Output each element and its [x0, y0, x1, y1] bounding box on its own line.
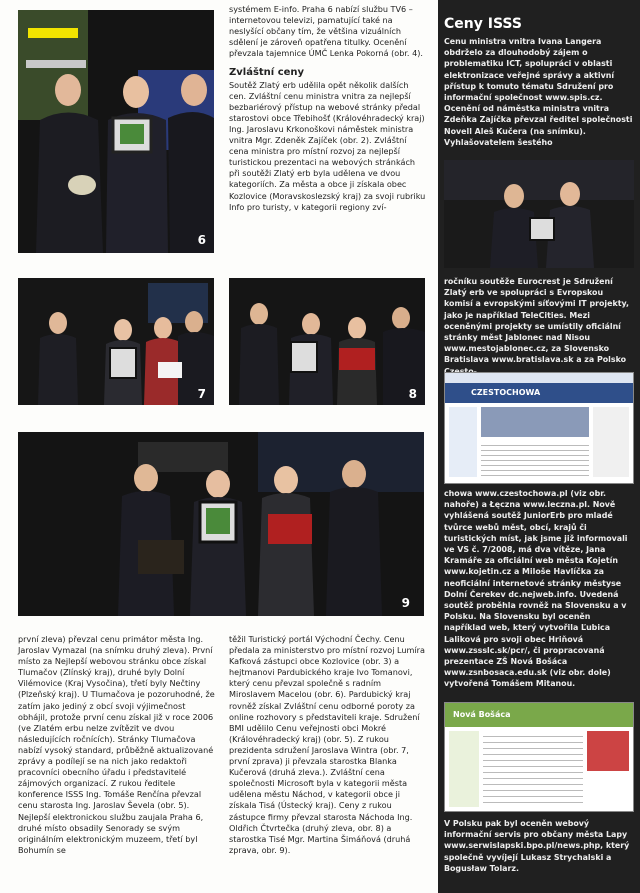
website-screenshot-nova-bosaca: [444, 702, 634, 812]
sidebar-text: Cenu ministra vnitra Ivana Langera obdrželo za dlouhodobý zájem o problematiku ICT, spolupráci v oblasti elektronizace veřejné správy a aktivní přístup k tomuto tématu Sdružení pro informační společnost www.spis.cz. Ocenění od náměstka ministra vnitra Zdeňka Zajíčka převzal ředitel společnosti Novell Aleš Kučera (na snímku). Vyhlašovatelem šestého: [444, 37, 633, 147]
article-column-middle-top: [229, 4, 427, 213]
photo-number: 7: [197, 387, 206, 401]
photo-award-7: [18, 278, 214, 405]
article-column-middle-bottom: [229, 634, 427, 856]
photo-award-9: [18, 432, 424, 616]
article-column-left-bottom: [18, 634, 216, 856]
photo-number: 9: [401, 596, 410, 610]
article-paragraph: systémem E-info. Praha 6 nabízí službu TV6 – internetovou televizi, pamatující také na neslyšící občany tím, že většina vizuálních sdělení je zároveň opatřena titulky. Ocenění převzala tajemnice ÚMČ Lenka Pokorná (obr. 4).: [229, 4, 423, 59]
sidebar-title: Ceny ISSS: [444, 16, 522, 32]
website-header: Nová Bošáca: [445, 703, 633, 727]
photo-number: 6: [197, 233, 206, 247]
website-header: CZESTOCHOWA: [445, 383, 633, 403]
website-screenshot-czestochowa: [444, 372, 634, 484]
sidebar-text: chowa www.czestochowa.pl (viz obr. nahoře) a Łęczna www.leczna.pl. Nově vyhlášená soutěž JuniorErb pro mladé tvůrce webů měst, obcí, krajů či turistických míst, jak jsme již informovali ve VS č. 7/2008, má dva vítěze, Jana Kramáře za oficiální web města Kojetín www.kojetin.cz a Miloše Havlíčka za neoficiální internetové stránky městyse Dolní Čerekev dc.nejweb.info. Uvedená soutěž proběhla rovněž na Slovensku a v Polsku. Na Slovensku byl oceněn například web, který vytvořila Ľubica Laliková pro svoji obec Hriňová www.zssslc.sk/pcr/, či propracovaná prezentace ZŠ Nová Bošáca www.zsnbosaca.edu.sk (viz obr. dole) vytvořená Tomášem Mitanou.: [444, 489, 628, 689]
photo-award-8: [229, 278, 425, 405]
sidebar-text: V Polsku pak byl oceněn webový informační servis pro občany města Lapy www.serwislapski.bpo.pl/news.php, který společně vyvíjejí Lukasz Strychalski a Bogusław Tolarz.: [444, 819, 630, 873]
sidebar-photo: [444, 160, 634, 268]
article-paragraph: první zleva) převzal cenu primátor města Ing. Jaroslav Vymazal (na snímku druhý zleva). První místo za Nejlepší webovou stránku obce získal Tlumačov (Zlínský kraj), druhé byly Dolní Vilémovice (Kraj Vysočina), třetí byly Nečtiny (Plzeňský kraj). U Tlumačova je pozoruhodné, že zatím jako jediný z obcí svoji výjimečnost obhájil, protože první cenu získal již v roce 2006 (ve Zlatém erbu nelze zvítězit ve dvou následujících ročnících). Stránky Tlumačova nabízí vysoký standard, průběžně aktualizované zprávy a podílejí se na nich jako redaktoři pracovníci obecního úřadu i představitelé zájmových organizací. Z rukou ředitele konference ISSS Ing. Tomáše Renčína převzal cenu starosta Ing. Jaroslav Ševela (obr. 5). Nejlepší elektronickou službu zaujala Praha 6, druhé místo obsadily Senorady se svým originálním elektronickým muzeem, třetí byl Bohumín se: [18, 634, 215, 855]
photo-number: 8: [408, 387, 417, 401]
sidebar-text: ročníku soutěže Eurocrest je Sdružení Zlatý erb ve spolupráci s Evropskou komisí a evropskými síťovými IT projekty, jako je například TeleCities. Mezi oceněnými projekty se umístily oficiální stránky měst Jablonec nad Nisou www.mestojablonec.cz, za Slovensko Bratislava www.bratislava.sk a za Polsko: [444, 277, 630, 365]
article-paragraph: těžil Turistický portál Východní Čechy. Cenu předala za ministerstvo pro místní rozvoj Lumíra Kafková zástupci obce Kozlovice (obr. 3) a hejtmanovi Pardubického kraje Ivo Tomanovi, který cenu převzal společně s radním Miroslavem Macelou (obr. 6). Pardubický kraj rovněž získal Zvláštní cenu odborné poroty za online rozhovory s představiteli kraje. Sdružení BMI udělilo Cenu veřejnosti obci Mokré (Královéhradecký kraj) (obr. 5). Z rukou prezidenta sdružení Jaroslava Wintra (obr. 7, první zprava) ji převzala starostka Blanka Kučerová (druhá zleva.). Zvláštní cena společnosti Microsoft byla v kategorii města udělena městu Náchod, v kategorii obce ji získala Tisá (Ústecký kraj). Ceny z rukou zástupce firmy převzal starosta Náchoda Ing. Oldřich Čtvrtečka (druhý zleva, obr. 8) a starostka Tisé Mgr. Martina Šimáňová (druhá zprava, obr. 9).: [229, 634, 425, 855]
article-paragraph: Soutěž Zlatý erb udělila opět několik dalších cen. Zvláštní cenu ministra vnitra za nejlepší bezbariérový přístup na webové stránky předal starostovi obce Třebihošť (Královéhradecký kraj) Ing. Jaroslavu Krkonoškovi náměstek ministra vnitra Mgr. Zdeněk Zajíček (obr. 2). Zvláštní cena ministra pro místní rozvoj za nejlepší turistickou prezentaci na webových stránkách při soutěži Zlatý erb byla udělena ve dvou kategoriích. Za města a obce ji získala obec Kozlovice (Moravskoslezský kraj) za svoji rubriku Info pro turisty, v kategorii regiony zví-: [229, 79, 426, 212]
photo-award-6: [18, 10, 214, 253]
section-heading: Zvláštní ceny: [229, 67, 305, 79]
